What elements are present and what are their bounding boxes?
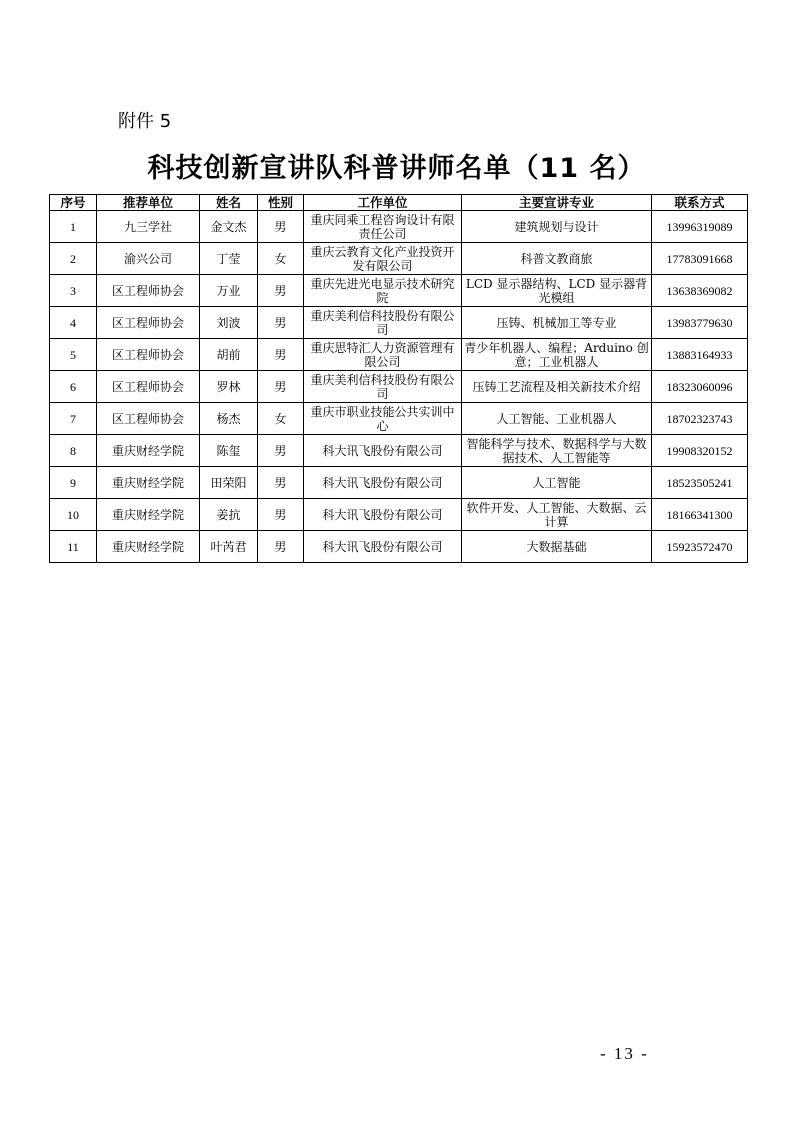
cell-index: 5: [50, 339, 97, 371]
cell-index: 8: [50, 435, 97, 467]
cell-recommending-unit: 区工程师协会: [97, 307, 200, 339]
cell-recommending-unit: 九三学社: [97, 211, 200, 243]
cell-work-unit: 科大讯飞股份有限公司: [304, 499, 462, 531]
cell-specialty: 人工智能: [462, 467, 652, 499]
cell-work-unit: 科大讯飞股份有限公司: [304, 467, 462, 499]
cell-recommending-unit: 重庆财经学院: [97, 435, 200, 467]
cell-recommending-unit: 区工程师协会: [97, 275, 200, 307]
cell-index: 6: [50, 371, 97, 403]
cell-index: 9: [50, 467, 97, 499]
cell-work-unit: 重庆市职业技能公共实训中心: [304, 403, 462, 435]
cell-gender: 女: [258, 403, 304, 435]
cell-index: 11: [50, 531, 97, 563]
cell-index: 2: [50, 243, 97, 275]
table-row: [50, 499, 748, 531]
cell-name: 田荣阳: [200, 467, 258, 499]
cell-gender: 男: [258, 339, 304, 371]
cell-specialty: 压铸工艺流程及相关新技术介绍: [462, 371, 652, 403]
cell-specialty: 压铸、机械加工等专业: [462, 307, 652, 339]
cell-work-unit: 重庆同乘工程咨询设计有限责任公司: [304, 211, 462, 243]
cell-contact: 18323060096: [652, 371, 748, 403]
table-row: [50, 403, 748, 435]
cell-contact: 13983779630: [652, 307, 748, 339]
cell-name: 陈玺: [200, 435, 258, 467]
cell-contact: 18523505241: [652, 467, 748, 499]
lecturer-table: [49, 194, 748, 563]
page-number: - 13 -: [600, 1044, 649, 1063]
header-recommending-unit: 推荐单位: [97, 195, 200, 211]
table-row: [50, 211, 748, 243]
header-name: 姓名: [200, 195, 258, 211]
table-header-row: [50, 195, 748, 211]
cell-work-unit: 科大讯飞股份有限公司: [304, 531, 462, 563]
cell-work-unit: 重庆美利信科技股份有限公司: [304, 371, 462, 403]
cell-gender: 女: [258, 243, 304, 275]
cell-index: 7: [50, 403, 97, 435]
cell-name: 刘波: [200, 307, 258, 339]
table-row: [50, 467, 748, 499]
cell-work-unit: 重庆先进光电显示技术研究院: [304, 275, 462, 307]
cell-contact: 13996319089: [652, 211, 748, 243]
cell-work-unit: 科大讯飞股份有限公司: [304, 435, 462, 467]
header-index: 序号: [50, 195, 97, 211]
cell-index: 10: [50, 499, 97, 531]
cell-recommending-unit: 渝兴公司: [97, 243, 200, 275]
document-title: 科技创新宣讲队科普讲师名单（11 名）: [147, 153, 646, 184]
cell-contact: 13883164933: [652, 339, 748, 371]
cell-index: 3: [50, 275, 97, 307]
cell-name: 丁莹: [200, 243, 258, 275]
attachment-label: 附件 5: [118, 111, 172, 132]
header-specialty: 主要宣讲专业: [462, 195, 652, 211]
cell-contact: 15923572470: [652, 531, 748, 563]
cell-specialty: 大数据基础: [462, 531, 652, 563]
cell-recommending-unit: 区工程师协会: [97, 339, 200, 371]
cell-gender: 男: [258, 435, 304, 467]
header-gender: 性别: [258, 195, 304, 211]
cell-gender: 男: [258, 499, 304, 531]
header-contact: 联系方式: [652, 195, 748, 211]
cell-work-unit: 重庆云教育文化产业投资开发有限公司: [304, 243, 462, 275]
table-row: [50, 531, 748, 563]
cell-contact: 18166341300: [652, 499, 748, 531]
table-row: [50, 339, 748, 371]
cell-recommending-unit: 重庆财经学院: [97, 467, 200, 499]
cell-name: 罗林: [200, 371, 258, 403]
cell-contact: 13638369082: [652, 275, 748, 307]
cell-specialty: 青少年机器人、编程；Arduino 创意；工业机器人: [462, 339, 652, 371]
table-row: [50, 243, 748, 275]
cell-specialty: 软件开发、人工智能、大数据、云计算: [462, 499, 652, 531]
cell-name: 姜抗: [200, 499, 258, 531]
cell-contact: 19908320152: [652, 435, 748, 467]
cell-recommending-unit: 区工程师协会: [97, 371, 200, 403]
table-row: [50, 307, 748, 339]
cell-gender: 男: [258, 211, 304, 243]
cell-index: 4: [50, 307, 97, 339]
cell-specialty: LCD 显示器结构、LCD 显示器背光模组: [462, 275, 652, 307]
cell-contact: 17783091668: [652, 243, 748, 275]
cell-index: 1: [50, 211, 97, 243]
cell-gender: 男: [258, 307, 304, 339]
cell-name: 金文杰: [200, 211, 258, 243]
cell-recommending-unit: 重庆财经学院: [97, 499, 200, 531]
header-work-unit: 工作单位: [304, 195, 462, 211]
table-row: [50, 275, 748, 307]
cell-specialty: 人工智能、工业机器人: [462, 403, 652, 435]
cell-recommending-unit: 重庆财经学院: [97, 531, 200, 563]
cell-work-unit: 重庆美利信科技股份有限公司: [304, 307, 462, 339]
cell-name: 胡前: [200, 339, 258, 371]
cell-specialty: 建筑规划与设计: [462, 211, 652, 243]
cell-name: 杨杰: [200, 403, 258, 435]
cell-contact: 18702323743: [652, 403, 748, 435]
cell-specialty: 智能科学与技术、数据科学与大数据技术、人工智能等: [462, 435, 652, 467]
cell-gender: 男: [258, 467, 304, 499]
cell-gender: 男: [258, 275, 304, 307]
cell-work-unit: 重庆思特汇人力资源管理有限公司: [304, 339, 462, 371]
cell-gender: 男: [258, 371, 304, 403]
cell-recommending-unit: 区工程师协会: [97, 403, 200, 435]
cell-gender: 男: [258, 531, 304, 563]
table-row: [50, 371, 748, 403]
cell-name: 叶芮君: [200, 531, 258, 563]
table-row: [50, 435, 748, 467]
cell-name: 万业: [200, 275, 258, 307]
cell-specialty: 科普文教商旅: [462, 243, 652, 275]
